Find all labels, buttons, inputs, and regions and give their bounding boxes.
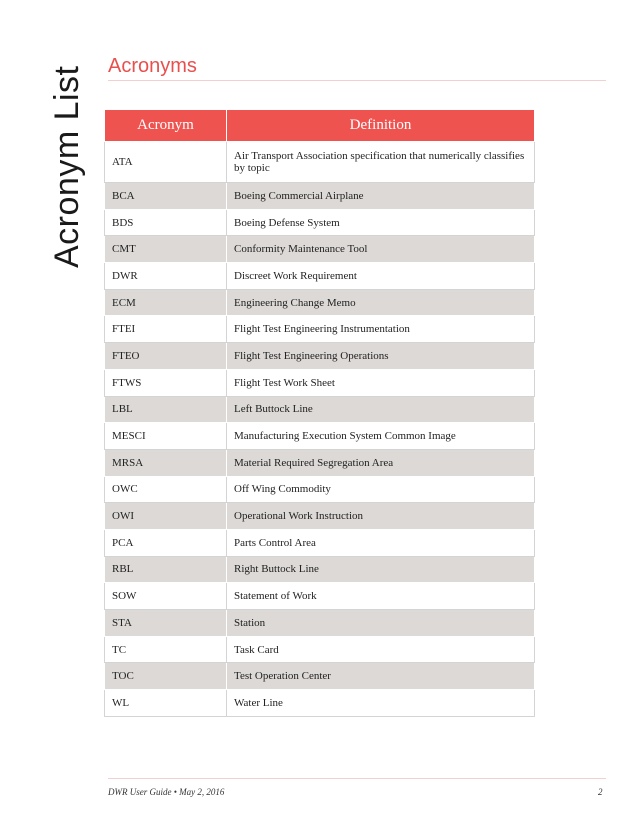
acronym-cell: BDS [105,209,227,236]
definition-cell: Off Wing Commodity [227,476,535,503]
acronym-cell: TC [105,636,227,663]
definition-cell: Air Transport Association specification that numerically classifies by topic [227,142,535,183]
table-row [105,369,535,396]
footer-text: DWR User Guide • May 2, 2016 [108,787,225,797]
acronym-cell: FTEI [105,316,227,343]
table-row [105,236,535,263]
acronym-cell: OWC [105,476,227,503]
definition-cell: Boeing Commercial Airplane [227,183,535,210]
acronym-cell: SOW [105,583,227,610]
table-header-row [105,110,535,142]
definition-cell: Manufacturing Execution System Common Image [227,423,535,450]
definition-cell: Task Card [227,636,535,663]
acronym-cell: RBL [105,556,227,583]
title-divider [108,80,606,81]
definition-cell: Station [227,610,535,637]
table-row [105,396,535,423]
acronym-cell: LBL [105,396,227,423]
acronym-cell: WL [105,690,227,717]
acronym-cell: FTWS [105,369,227,396]
definition-cell: Discreet Work Requirement [227,263,535,290]
acronym-cell: FTEO [105,343,227,370]
acronym-table [104,109,535,717]
definition-cell: Test Operation Center [227,663,535,690]
acronym-cell: OWI [105,503,227,530]
acronym-cell: BCA [105,183,227,210]
table-row [105,142,535,183]
sidebar-title: Acronym List [48,65,86,268]
definition-cell: Left Buttock Line [227,396,535,423]
acronym-cell: DWR [105,263,227,290]
acronym-cell: PCA [105,529,227,556]
table-row [105,529,535,556]
acronym-cell: ATA [105,142,227,183]
definition-cell: Conformity Maintenance Tool [227,236,535,263]
table-row [105,423,535,450]
header-definition: Definition [227,110,535,142]
definition-cell: Boeing Defense System [227,209,535,236]
acronym-cell: STA [105,610,227,637]
table-row [105,263,535,290]
acronym-cell: MESCI [105,423,227,450]
table-row [105,690,535,717]
page-number: 2 [598,787,603,797]
acronym-cell: TOC [105,663,227,690]
definition-cell: Parts Control Area [227,529,535,556]
table-row [105,556,535,583]
table-row [105,449,535,476]
table-row [105,343,535,370]
definition-cell: Engineering Change Memo [227,289,535,316]
definition-cell: Right Buttock Line [227,556,535,583]
definition-cell: Statement of Work [227,583,535,610]
acronym-cell: ECM [105,289,227,316]
table-row [105,183,535,210]
table-row [105,663,535,690]
definition-cell: Flight Test Engineering Instrumentation [227,316,535,343]
table-row [105,636,535,663]
table-row [105,476,535,503]
section-title: Acronyms [108,55,197,77]
acronym-cell: CMT [105,236,227,263]
definition-cell: Material Required Segregation Area [227,449,535,476]
footer-divider [108,778,606,779]
table-row [105,503,535,530]
definition-cell: Water Line [227,690,535,717]
table-row [105,316,535,343]
header-acronym: Acronym [105,110,227,142]
definition-cell: Operational Work Instruction [227,503,535,530]
table-row [105,209,535,236]
definition-cell: Flight Test Work Sheet [227,369,535,396]
table-row [105,610,535,637]
table-row [105,289,535,316]
acronym-cell: MRSA [105,449,227,476]
table-row [105,583,535,610]
definition-cell: Flight Test Engineering Operations [227,343,535,370]
